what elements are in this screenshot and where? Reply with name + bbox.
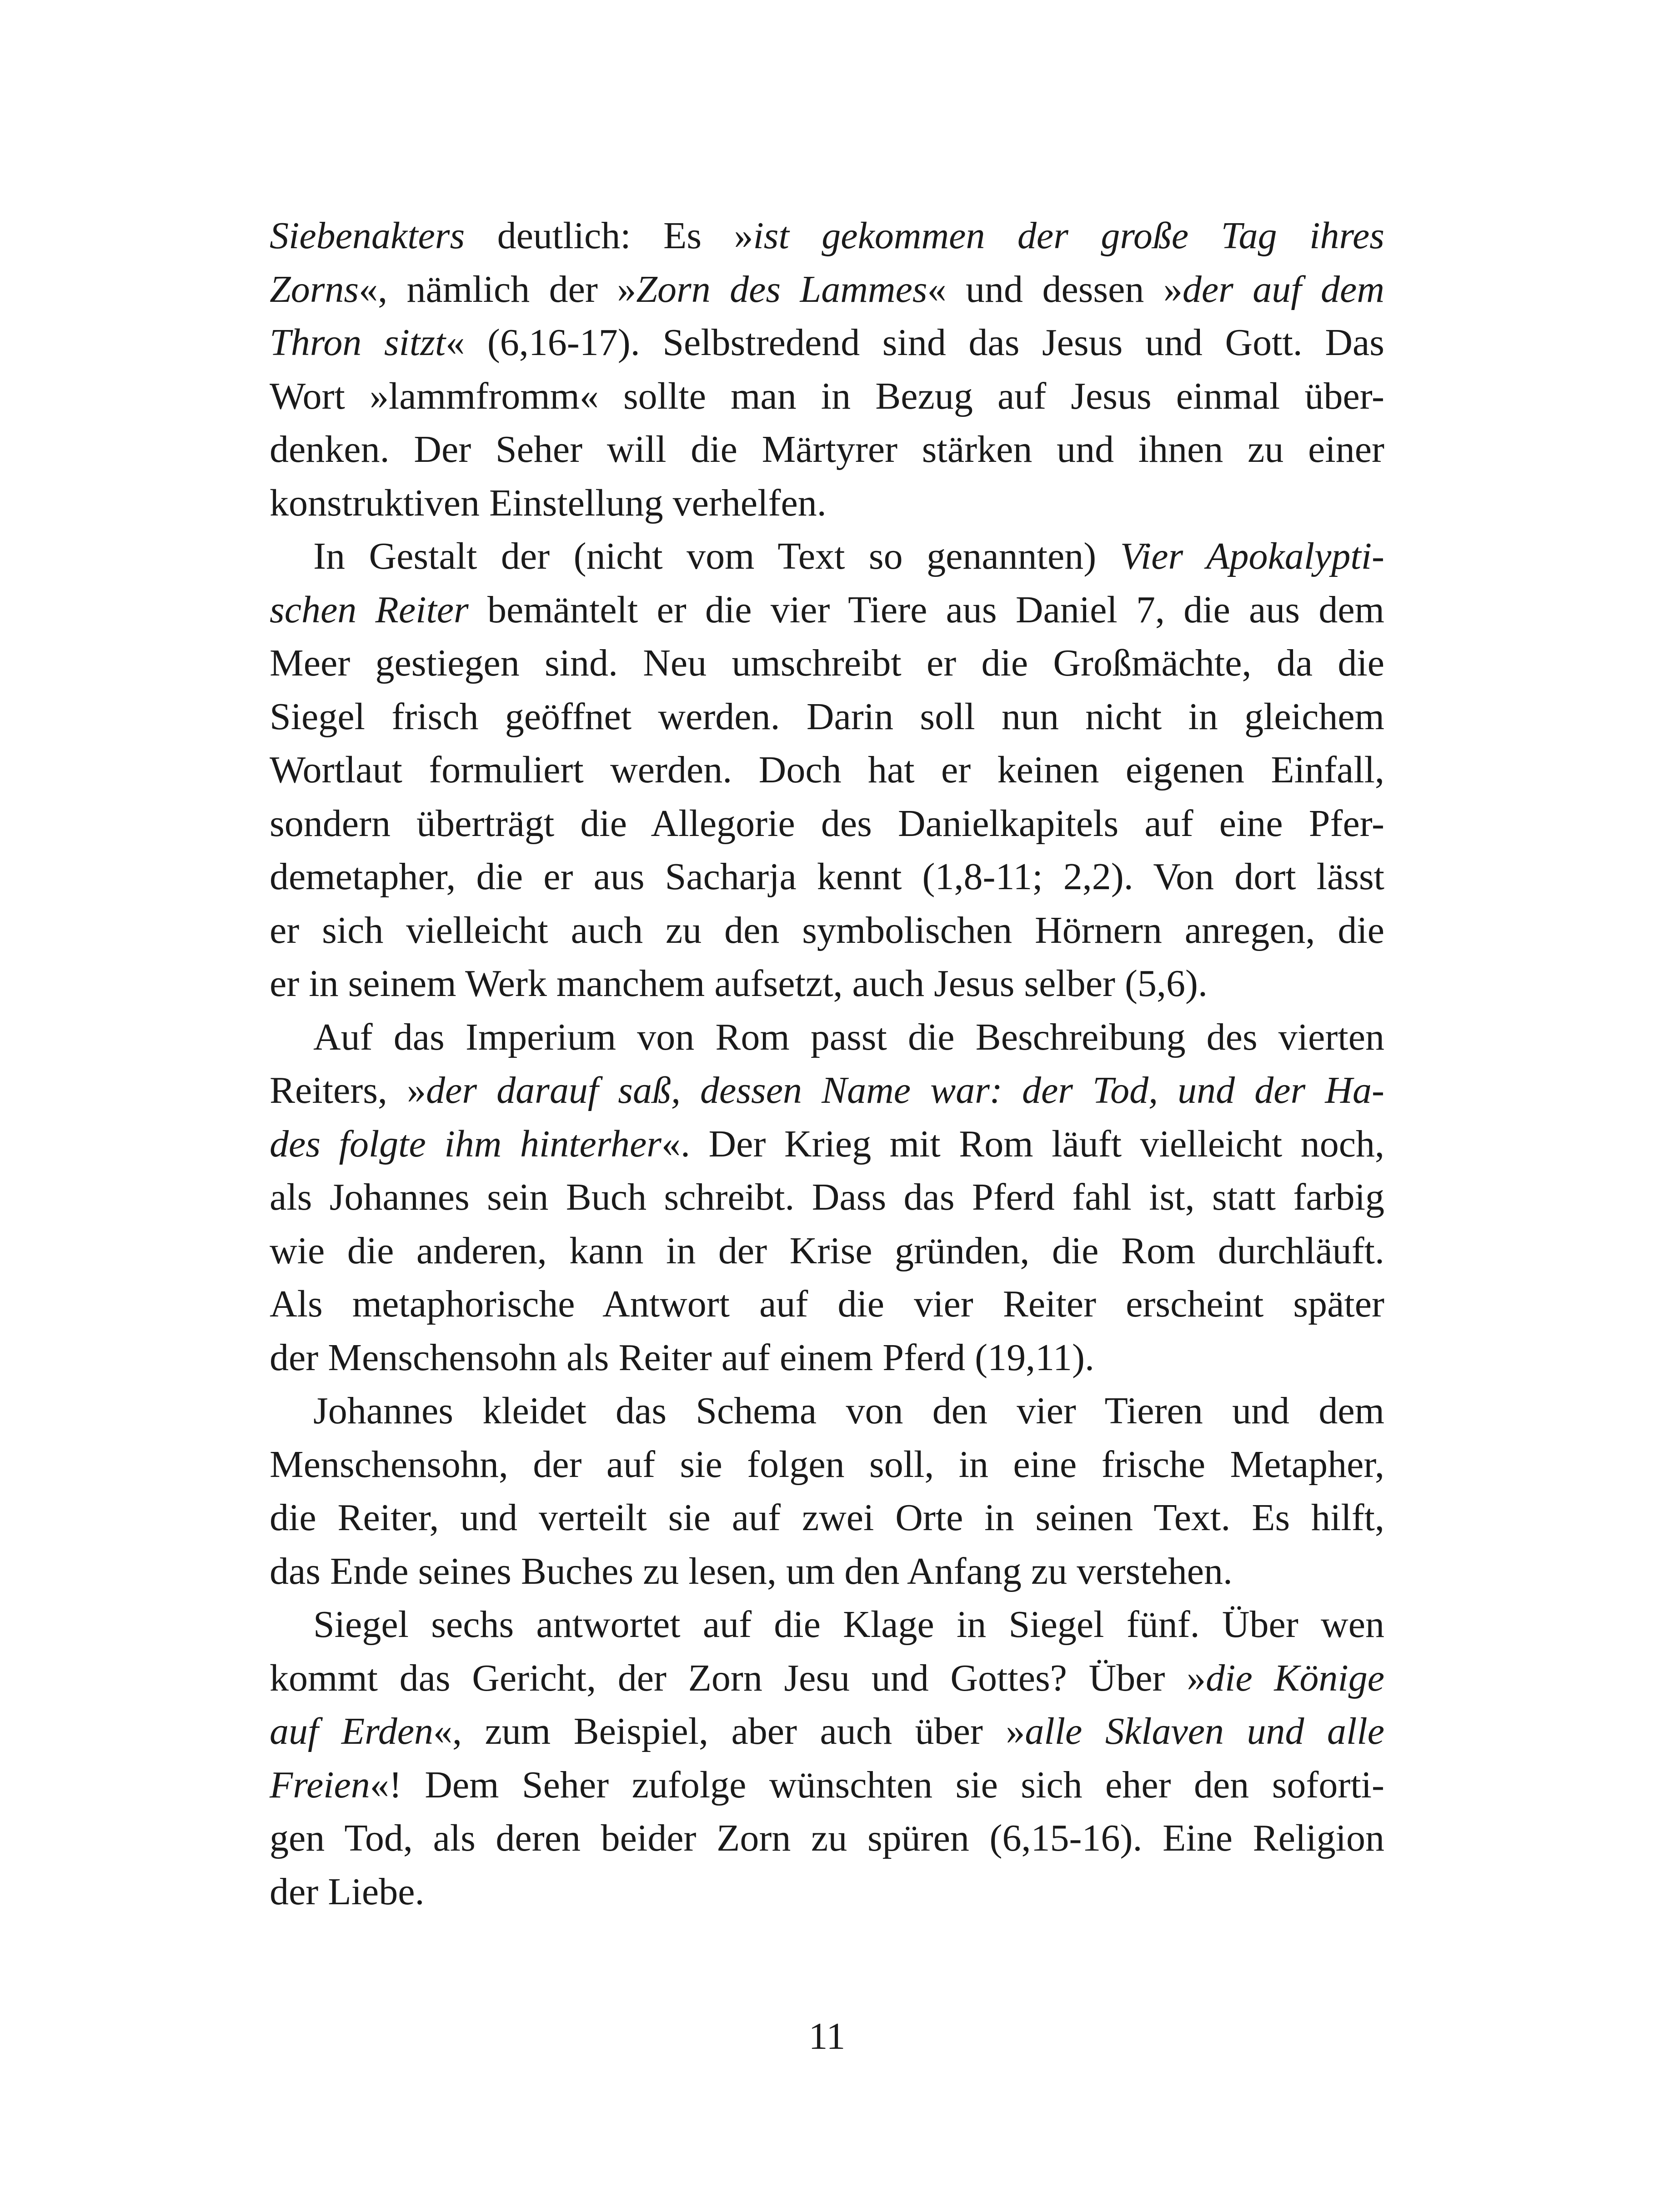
text-segment: konstruktiven Einstellung verhelfen. — [270, 481, 827, 524]
text-segment: Johannes kleidet das Schema von den vier Tieren und dem — [313, 1390, 1384, 1432]
text-line — [270, 1438, 1384, 1491]
text-line — [270, 1117, 1384, 1171]
text-line — [270, 1758, 1384, 1812]
text-line — [270, 743, 1384, 797]
text-segment: Als metaphorische Antwort auf die vier Reiter erscheint später — [270, 1283, 1384, 1325]
text-line — [270, 1277, 1384, 1331]
italic-segment: ist gekommen der große Tag ihres — [753, 215, 1384, 257]
text-segment: deutlich: Es » — [465, 215, 753, 257]
text-line — [270, 1384, 1384, 1438]
text-line — [270, 1545, 1384, 1598]
text-segment: Auf das Imperium von Rom passt die Beschreibung des vierten — [313, 1016, 1384, 1058]
text-segment: Menschensohn, der auf sie folgen soll, in eine frische Metapher, — [270, 1443, 1384, 1486]
text-line — [270, 690, 1384, 744]
text-segment: gen Tod, als deren beider Zorn zu spüren (6,15-16). Eine Religion — [270, 1817, 1384, 1859]
body-text — [270, 209, 1384, 1918]
text-segment: «, zum Beispiel, aber auch über » — [433, 1710, 1025, 1752]
text-segment: wie die anderen, kann in der Krise gründen, die Rom durchläuft. — [270, 1229, 1384, 1272]
text-segment: Siegel frisch geöffnet werden. Darin soll nun nicht in gleichem — [270, 695, 1384, 738]
text-segment: denken. Der Seher will die Märtyrer stärken und ihnen zu einer — [270, 428, 1384, 470]
paragraph — [270, 530, 1384, 1011]
text-segment: «, nämlich der » — [359, 268, 637, 310]
italic-segment: der auf dem — [1182, 268, 1384, 310]
italic-segment: alle Sklaven und alle — [1025, 1710, 1384, 1752]
text-segment: bemäntelt er die vier Tiere aus Daniel 7, die aus dem — [468, 588, 1384, 631]
italic-segment: Vier Apokalypti- — [1120, 535, 1385, 577]
text-line — [270, 530, 1384, 583]
text-line — [270, 209, 1384, 263]
text-line — [270, 263, 1384, 316]
text-line — [270, 370, 1384, 423]
text-line — [270, 1651, 1384, 1705]
text-line — [270, 316, 1384, 370]
italic-segment: schen Reiter — [270, 588, 469, 631]
text-line — [270, 1011, 1384, 1064]
text-segment: als Johannes sein Buch schreibt. Dass das Pferd fahl ist, statt farbig — [270, 1176, 1384, 1218]
text-segment: sondern überträgt die Allegorie des Danielkapitels auf eine Pfer- — [270, 802, 1384, 845]
text-segment: der Liebe. — [270, 1870, 425, 1913]
text-line — [270, 1224, 1384, 1278]
text-segment: In Gestalt der (nicht vom Text so genannten) — [313, 535, 1120, 577]
paragraph — [270, 209, 1384, 530]
text-line — [270, 583, 1384, 637]
text-segment: «! Dem Seher zufolge wünschten sie sich eher den soforti- — [370, 1763, 1384, 1806]
text-segment: der Menschensohn als Reiter auf einem Pferd (19,11). — [270, 1336, 1094, 1379]
text-line — [270, 1491, 1384, 1545]
text-segment: « (6,16-17). Selbstredend sind das Jesus und Gott. Das — [446, 321, 1384, 364]
italic-segment: Zorns — [270, 268, 359, 310]
text-line — [270, 797, 1384, 851]
text-line — [270, 1171, 1384, 1224]
text-line — [270, 423, 1384, 476]
paragraph — [270, 1384, 1384, 1598]
text-segment: Siegel sechs antwortet auf die Klage in Siegel fünf. Über wen — [313, 1603, 1384, 1646]
text-segment: « und dessen » — [927, 268, 1183, 310]
text-segment: Reiters, » — [270, 1069, 426, 1111]
italic-segment: Siebenakters — [270, 215, 465, 257]
text-line — [270, 1812, 1384, 1865]
italic-segment: des folgte ihm hinterher — [270, 1122, 662, 1165]
text-segment: Meer gestiegen sind. Neu umschreibt er die Großmächte, da die — [270, 642, 1384, 684]
text-line — [270, 1598, 1384, 1651]
italic-segment: der darauf saß, dessen Name war: der Tod, und der Ha- — [426, 1069, 1384, 1111]
text-segment: das Ende seines Buches zu lesen, um den Anfang zu verstehen. — [270, 1550, 1233, 1592]
text-segment: er sich vielleicht auch zu den symbolischen Hörnern anregen, die — [270, 909, 1384, 951]
page-number: 11 — [808, 2015, 846, 2057]
italic-segment: auf Erden — [270, 1710, 434, 1752]
paragraph — [270, 1011, 1384, 1385]
text-segment: «. Der Krieg mit Rom läuft vielleicht noch, — [661, 1122, 1384, 1165]
text-line — [270, 1705, 1384, 1758]
text-line — [270, 850, 1384, 904]
italic-segment: Freien — [270, 1763, 370, 1806]
text-segment: er in seinem Werk manchem aufsetzt, auch Jesus selber (5,6). — [270, 962, 1208, 1005]
italic-segment: Thron sitzt — [270, 321, 446, 364]
text-segment: die Reiter, und verteilt sie auf zwei Orte in seinen Text. Es hilft, — [270, 1496, 1384, 1539]
text-line — [270, 1865, 1384, 1919]
text-line — [270, 957, 1384, 1011]
text-segment: kommt das Gericht, der Zorn Jesu und Gottes? Über » — [270, 1656, 1206, 1699]
text-segment: Wortlaut formuliert werden. Doch hat er keinen eigenen Einfall, — [270, 749, 1384, 791]
paragraph — [270, 1598, 1384, 1918]
text-segment: demetapher, die er aus Sacharja kennt (1,8-11; 2,2). Von dort lässt — [270, 856, 1384, 898]
text-line — [270, 476, 1384, 530]
text-line — [270, 904, 1384, 957]
italic-segment: Zorn des Lammes — [636, 268, 927, 310]
text-line — [270, 636, 1384, 690]
text-line — [270, 1331, 1384, 1385]
text-line — [270, 1064, 1384, 1117]
italic-segment: die Könige — [1206, 1656, 1384, 1699]
text-segment: Wort »lammfromm« sollte man in Bezug auf Jesus einmal über- — [270, 375, 1384, 417]
